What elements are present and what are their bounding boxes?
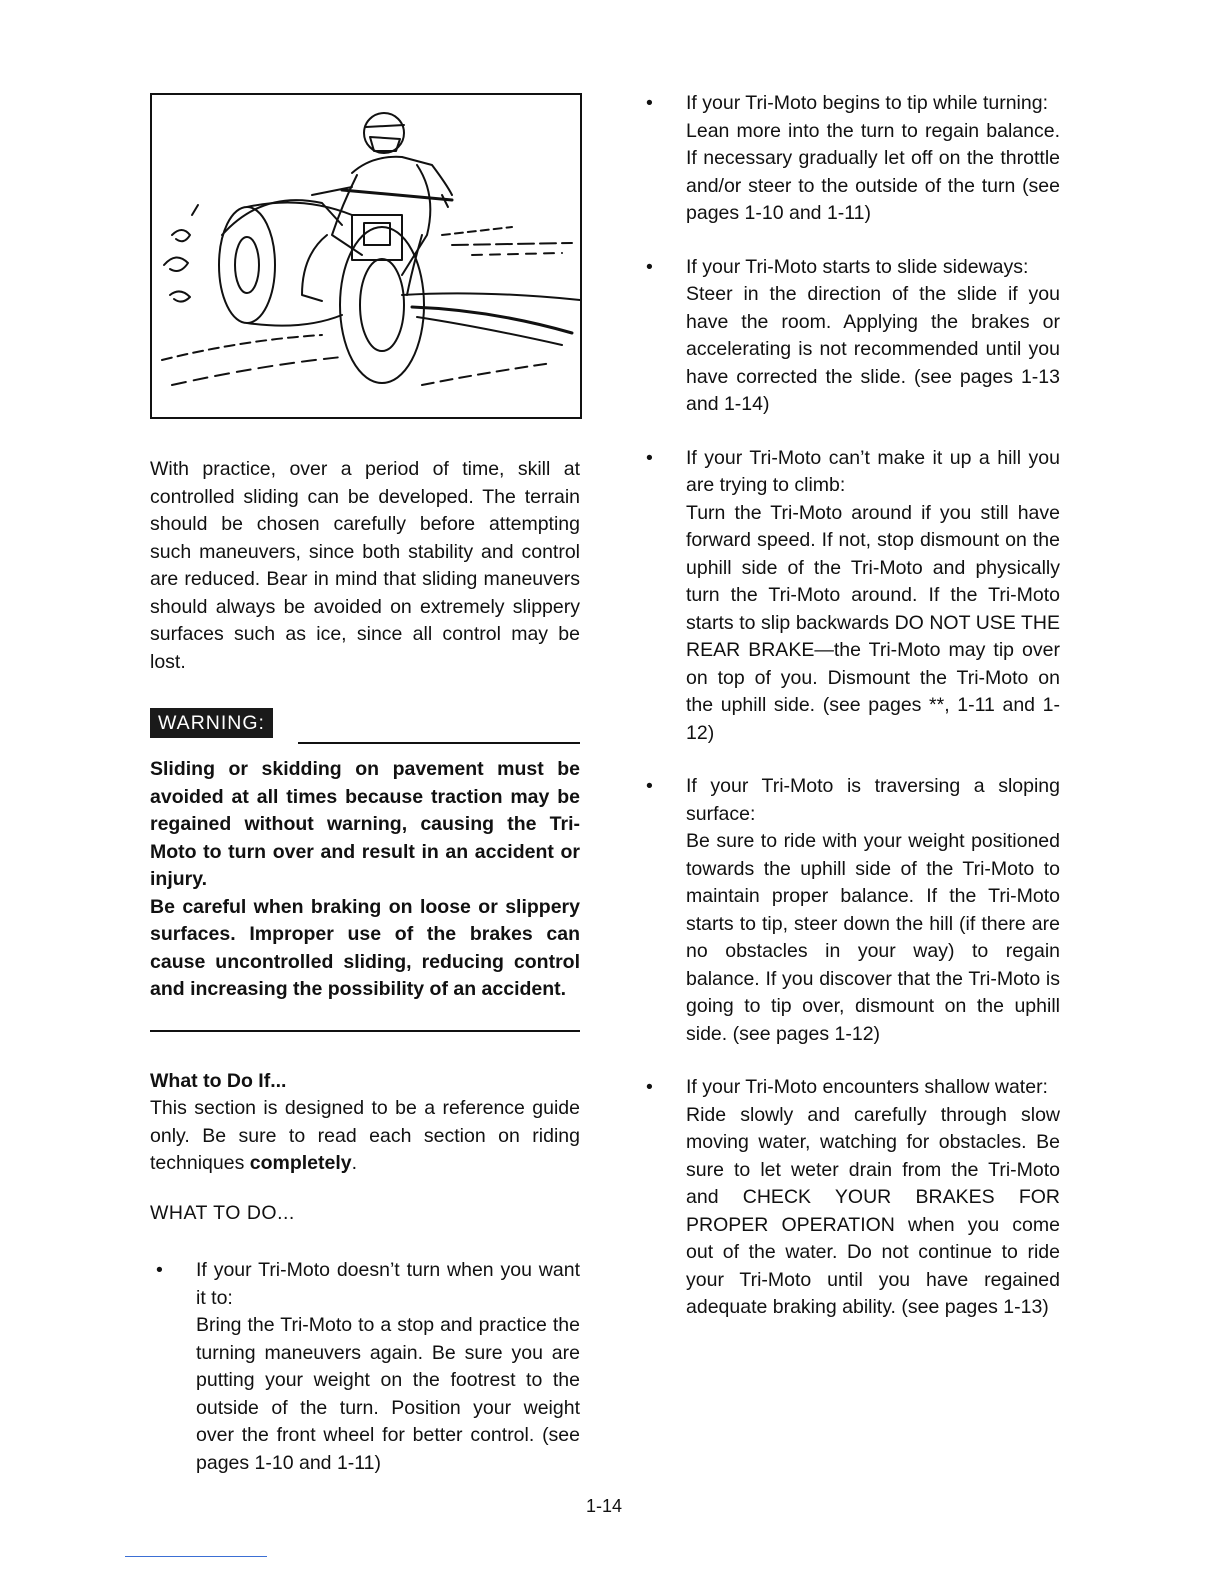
warning-block <box>150 756 580 1004</box>
bullet-icon: • <box>646 92 653 114</box>
bullet-icon: • <box>646 255 653 278</box>
tri-moto-rider-drawing <box>152 95 580 417</box>
list-item-body: Be sure to ride with your weight positioned towards the uphill side of the Tri-Moto to maintain proper balance. If the Tri-Moto starts to tip, steer down the hill (if there are no obstacles in your way) to regain balance. If you discover that the Tri-Moto is going to tip over, dismount on the uphill side. (see pages 1-12) <box>686 830 1060 1045</box>
list-item <box>640 773 1060 1048</box>
warning-badge: WARNING: <box>150 708 273 738</box>
right-column <box>640 90 1060 1322</box>
rider-illustration <box>150 93 582 419</box>
page-number: 1-14 <box>586 1496 623 1516</box>
section-intro <box>150 1095 580 1178</box>
list-item-title: If your Tri-Moto doesn’t turn when you want it to: <box>196 1259 580 1309</box>
list-item <box>640 254 1060 419</box>
bullet-icon: • <box>156 1259 163 1281</box>
section-intro-end: . <box>351 1152 358 1174</box>
corner-rule <box>125 1556 267 1557</box>
list-item-title: If your Tri-Moto encounters shallow water: <box>686 1076 1048 1098</box>
what-to-do-subheading: WHAT TO DO... <box>150 1201 295 1224</box>
list-item <box>640 1074 1060 1322</box>
section-heading: What to Do If... <box>150 1069 287 1092</box>
warning-header <box>150 708 580 746</box>
warning-paragraph-2: Be careful when braking on loose or slippery surfaces. Improper use of the brakes can cause uncontrolled sliding, reducing control and increasing the possibility of an accident. <box>150 895 580 1000</box>
list-item <box>150 1257 580 1477</box>
intro-paragraph: With practice, over a period of time, skill at controlled sliding can be developed. The terrain should be chosen carefully before attempting such maneuvers, since both stability and control are reduced. Bear in mind that sliding maneuvers should always be avoided on extremely slippery surfaces such as ice, since all control may be lost. <box>150 458 580 673</box>
list-item-body: Steer in the direction of the slide if you have the room. Applying the brakes or accelerating is not recommended until you have corrected the slide. (see pages 1-13 and 1-14) <box>686 283 1060 415</box>
list-item-body: Bring the Tri-Moto to a stop and practice the turning maneuvers again. Be sure you are putting your weight on the footrest to the outside of the turn. Position your weight over the front wheel for better control. (see pages 1-10 and 1-11) <box>196 1314 580 1474</box>
list-item-title: If your Tri-Moto can’t make it up a hill you are trying to climb: <box>686 446 1060 496</box>
list-item-title: If your Tri-Moto starts to slide sideways: <box>686 255 1029 278</box>
warning-paragraph-1: Sliding or skidding on pavement must be avoided at all times because traction may be regained without warning, causing the Tri-Moto to turn over and result in an accident or injury. <box>150 758 580 890</box>
section-intro-emphasis: completely <box>249 1152 352 1174</box>
list-item-body: Turn the Tri-Moto around if you still have forward speed. If not, stop dismount on the uphill side of the Tri-Moto and physically turn the Tri-Moto around. If the Tri-Moto starts to slip backwards DO NOT USE THE REAR BRAKE—the Tri-Moto may tip over on top of you. Dismount the Tri-Moto on the uphill side. (see pages **, 1-11 and 1-12) <box>686 501 1060 744</box>
list-item <box>640 445 1060 748</box>
list-item <box>640 90 1060 228</box>
list-item-title: If your Tri-Moto is traversing a sloping surface: <box>686 775 1060 825</box>
left-column <box>150 93 580 1477</box>
list-item-title: If your Tri-Moto begins to tip while turning: <box>686 92 1048 114</box>
bullet-icon: • <box>646 775 653 797</box>
bullet-icon: • <box>646 446 653 469</box>
list-item-body: Lean more into the turn to regain balance. If necessary gradually let off on the throttle and/or steer to the outside of the turn (see pages 1-10 and 1-11) <box>686 119 1060 224</box>
bullet-icon: • <box>646 1076 653 1098</box>
list-item-body: Ride slowly and carefully through slow moving water, watching for obstacles. Be sure to let weter drain from the Tri-Moto and CHECK YOUR BRAKES FOR PROPER OPERATION when you come out of the water. Do not continue to ride your Tri-Moto until you have regained adequate braking ability. (see pages 1-13) <box>686 1103 1060 1318</box>
section-intro-text: This section is designed to be a reference guide only. Be sure to read each section on riding techniques <box>150 1097 580 1174</box>
warning-top-rule <box>298 742 580 744</box>
warning-bottom-rule <box>150 1030 580 1032</box>
